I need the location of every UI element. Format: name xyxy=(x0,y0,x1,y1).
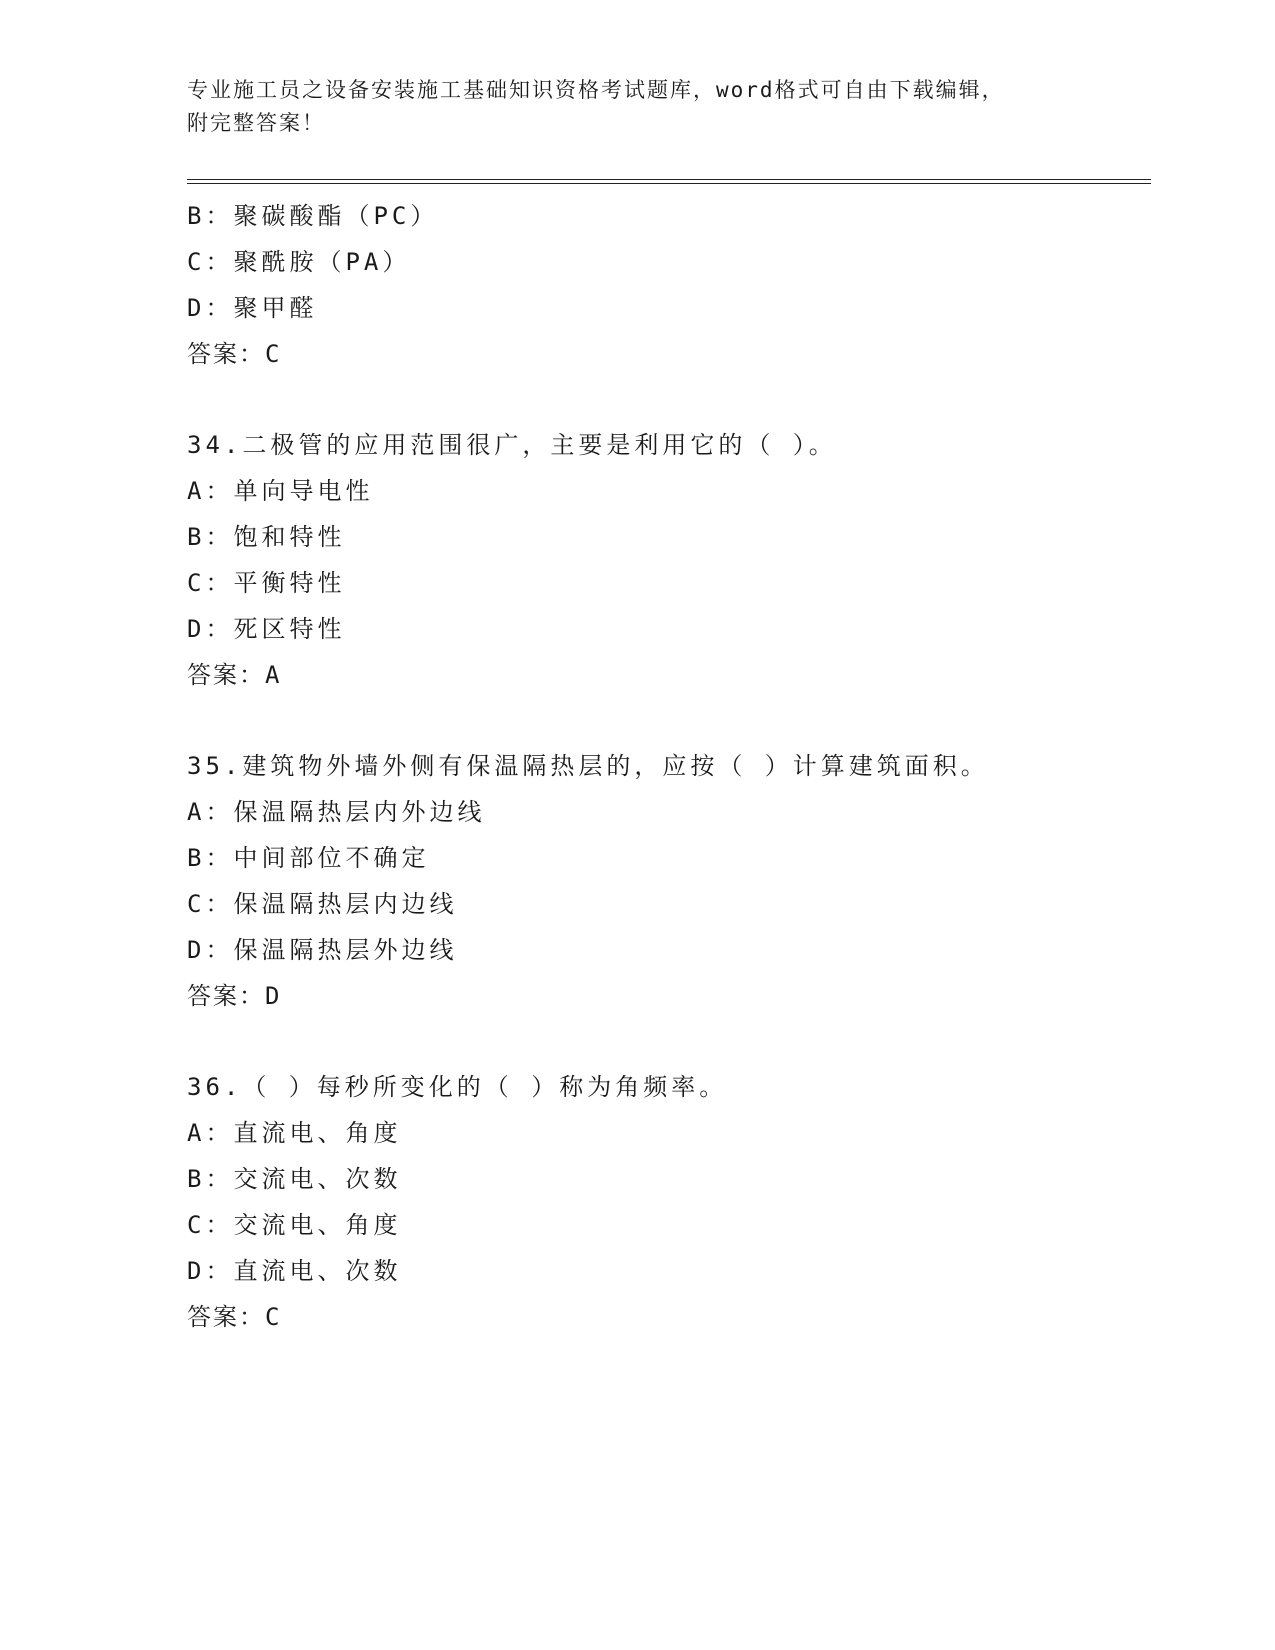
header-divider-top xyxy=(187,179,1151,180)
answer-line: 答案：D xyxy=(187,982,282,1010)
question-stem: 36.（ ）每秒所变化的（ ）称为角频率。 xyxy=(187,1073,728,1101)
question-35 xyxy=(187,743,1151,1019)
option-a: A：直流电、角度 xyxy=(187,1119,402,1147)
answer-line: 答案：A xyxy=(187,661,282,689)
option-b: B：饱和特性 xyxy=(187,523,346,551)
answer-line: 答案：C xyxy=(187,340,282,368)
question-34 xyxy=(187,422,1151,698)
option-a: A：单向导电性 xyxy=(187,477,374,505)
question-content xyxy=(187,193,1151,1340)
answer-line: 答案：C xyxy=(187,1303,282,1331)
option-c: C：交流电、角度 xyxy=(187,1211,402,1239)
header-divider-bottom xyxy=(187,183,1151,184)
option-d: D：直流电、次数 xyxy=(187,1257,402,1285)
option-d: D：死区特性 xyxy=(187,615,346,643)
option-c: C：保温隔热层内边线 xyxy=(187,890,458,918)
option-b: B：交流电、次数 xyxy=(187,1165,402,1193)
question-33-continued xyxy=(187,193,1151,377)
question-stem: 34.二极管的应用范围很广，主要是利用它的（ ）。 xyxy=(187,431,837,459)
document-header xyxy=(187,74,1067,140)
option-c: C：聚酰胺（PA） xyxy=(187,248,411,276)
option-c: C：平衡特性 xyxy=(187,569,346,597)
question-stem: 35.建筑物外墙外侧有保温隔热层的，应按（ ）计算建筑面积。 xyxy=(187,752,989,780)
header-line-1: 专业施工员之设备安装施工基础知识资格考试题库，word格式可自由下载编辑， xyxy=(187,78,1005,102)
option-b: B：聚碳酸酯（PC） xyxy=(187,202,439,230)
option-a: A：保温隔热层内外边线 xyxy=(187,798,486,826)
option-b: B：中间部位不确定 xyxy=(187,844,430,872)
option-d: D：保温隔热层外边线 xyxy=(187,936,458,964)
option-d: D：聚甲醛 xyxy=(187,294,318,322)
question-36 xyxy=(187,1064,1151,1340)
header-line-2: 附完整答案！ xyxy=(187,111,325,135)
